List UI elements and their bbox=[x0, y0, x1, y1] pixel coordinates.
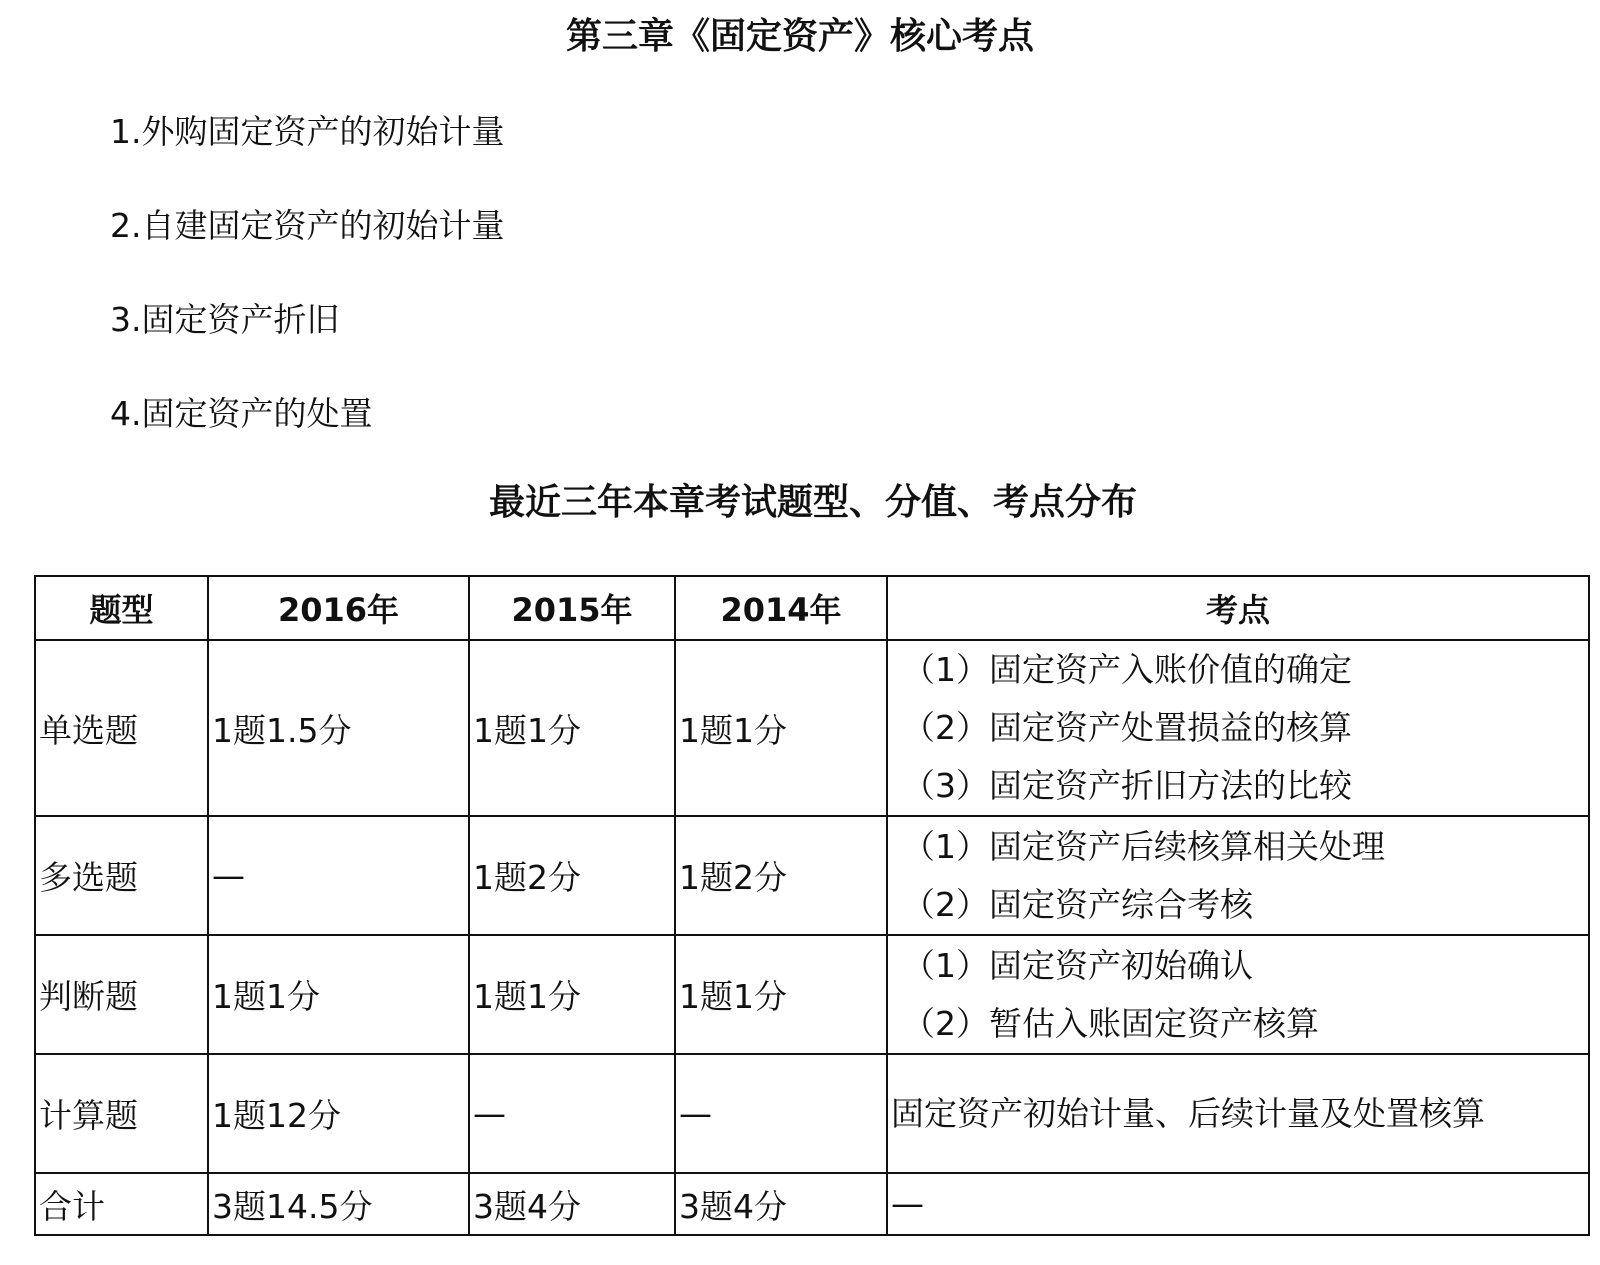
cell-2015: 1题1分 bbox=[469, 640, 675, 816]
header-2016: 2016年 bbox=[208, 576, 469, 640]
table-row bbox=[35, 816, 1589, 935]
exam-point-line: （1）固定资产初始确认 bbox=[902, 945, 1253, 985]
cell-exam-points bbox=[887, 640, 1589, 816]
table-row bbox=[35, 1054, 1589, 1173]
cell-exam-points bbox=[887, 816, 1589, 935]
exam-distribution-table bbox=[34, 575, 1590, 1236]
exam-point-line: （2）暂估入账固定资产核算 bbox=[902, 1003, 1319, 1043]
cell-question-type: 多选题 bbox=[35, 816, 208, 935]
cell-2016: 1题1.5分 bbox=[208, 640, 469, 816]
cell-question-type: 合计 bbox=[35, 1173, 208, 1235]
header-exam-points: 考点 bbox=[887, 576, 1589, 640]
cell-2016: — bbox=[208, 816, 469, 935]
core-points-list bbox=[110, 100, 505, 476]
cell-2015: 1题1分 bbox=[469, 935, 675, 1054]
cell-2014: 3题4分 bbox=[675, 1173, 887, 1235]
cell-2014: 1题2分 bbox=[675, 816, 887, 935]
cell-question-type: 单选题 bbox=[35, 640, 208, 816]
core-point-item: 3.固定资产折旧 bbox=[110, 300, 340, 339]
cell-2014: — bbox=[675, 1054, 887, 1173]
core-point-item: 2.自建固定资产的初始计量 bbox=[110, 206, 505, 245]
exam-point-line: （2）固定资产综合考核 bbox=[902, 884, 1253, 924]
cell-2016: 1题12分 bbox=[208, 1054, 469, 1173]
header-2014: 2014年 bbox=[675, 576, 887, 640]
cell-question-type: 计算题 bbox=[35, 1054, 208, 1173]
exam-point-line: （1）固定资产后续核算相关处理 bbox=[902, 826, 1385, 866]
exam-point-line: （3）固定资产折旧方法的比较 bbox=[902, 766, 1352, 805]
exam-point-line: （2）固定资产处置损益的核算 bbox=[902, 708, 1352, 747]
cell-2016: 1题1分 bbox=[208, 935, 469, 1054]
table-row bbox=[35, 640, 1589, 816]
table-row bbox=[35, 935, 1589, 1054]
cell-exam-points bbox=[887, 935, 1589, 1054]
section-title: 最近三年本章考试题型、分值、考点分布 bbox=[488, 482, 1137, 523]
core-point-item: 4.固定资产的处置 bbox=[110, 394, 373, 433]
cell-2015: 1题2分 bbox=[469, 816, 675, 935]
cell-2014: 1题1分 bbox=[675, 935, 887, 1054]
core-point-item: 1.外购固定资产的初始计量 bbox=[110, 112, 505, 151]
cell-question-type: 判断题 bbox=[35, 935, 208, 1054]
exam-point-line: — bbox=[891, 1184, 924, 1223]
cell-exam-points bbox=[887, 1054, 1589, 1173]
header-2015: 2015年 bbox=[469, 576, 675, 640]
table-header-row bbox=[35, 576, 1589, 640]
exam-point-line: 固定资产初始计量、后续计量及处置核算 bbox=[891, 1093, 1485, 1133]
cell-2015: 3题4分 bbox=[469, 1173, 675, 1235]
cell-2016: 3题14.5分 bbox=[208, 1173, 469, 1235]
header-question-type: 题型 bbox=[35, 576, 208, 640]
cell-2014: 1题1分 bbox=[675, 640, 887, 816]
cell-2015: — bbox=[469, 1054, 675, 1173]
cell-exam-points bbox=[887, 1173, 1589, 1235]
table-row bbox=[35, 1173, 1589, 1235]
document-title: 第三章《固定资产》核心考点 bbox=[565, 16, 1034, 57]
exam-point-line: （1）固定资产入账价值的确定 bbox=[902, 650, 1352, 689]
